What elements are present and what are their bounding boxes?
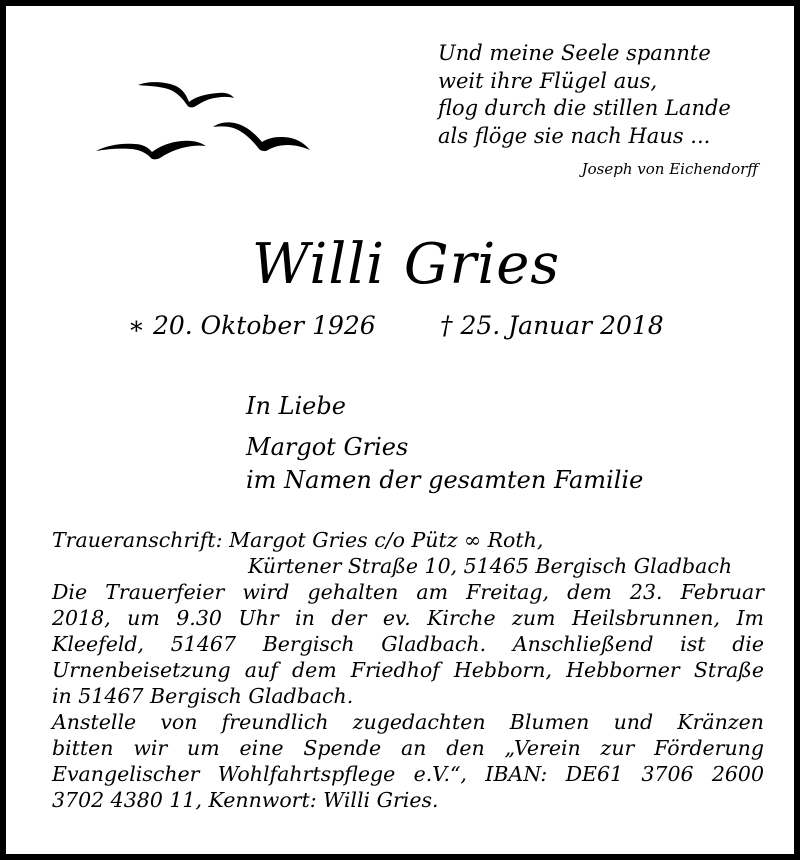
address-line [52,527,764,553]
bird-icon [213,122,310,151]
poem-line: Und meine Seele spannte [438,41,711,65]
bird-icon [96,141,206,160]
mourners-block [246,390,643,497]
deceased-name: Willi Gries [251,232,561,297]
birth-date: ∗ 20. Oktober 1926 [128,311,376,340]
donation-line: Anstelle von freundlich zugedachten Blumen und Kränzen [52,710,764,734]
poem-line: weit ihre Flügel aus, [438,68,658,93]
donation-line: 3702 4380 11, Kennwort: Willi Gries. [52,788,439,812]
mourners-intro: In Liebe [246,392,346,420]
poem [438,40,778,150]
funeral-line: Kleefeld, 51467 Bergisch Gladbach. Anschließend ist die [52,632,764,656]
funeral-line: 2018, um 9.30 Uhr in der ev. Kirche zum Heilsbrunnen, Im [52,606,764,630]
bird-icon [138,82,234,107]
birds-group [96,82,310,159]
donation-line: Evangelischer Wohlfahrtspflege e.V.“, IBAN: DE61 3706 2600 [52,762,764,786]
details-block [52,527,764,813]
funeral-line: in 51467 Bergisch Gladbach. [52,684,354,708]
poem-author: Joseph von Eichendorff [581,160,758,178]
donation-line: bitten wir um eine Spende an den „Verein zur Förderung [52,736,764,760]
funeral-line: Die Trauerfeier wird gehalten am Freitag, dem 23. Februar [52,580,764,604]
poem-line: als flöge sie nach Haus ... [438,123,711,148]
address-line [52,553,764,579]
flying-birds-icon [94,70,324,170]
address-line-2: Kürtener Straße 10, 51465 Bergisch Gladbach [248,554,733,578]
mourner-name: Margot Gries [246,433,409,461]
address-line-1: Margot Gries c/o Pütz ∞ Roth, [229,528,544,552]
address-label: Traueranschrift: [52,528,223,552]
poem-line: flog durch die stillen Lande [438,96,731,120]
death-date: † 25. Januar 2018 [440,311,664,340]
mourner-family: im Namen der gesamten Familie [246,466,644,494]
funeral-line: Urnenbeisetzung auf dem Friedhof Hebborn, Hebborner Straße [52,658,764,682]
